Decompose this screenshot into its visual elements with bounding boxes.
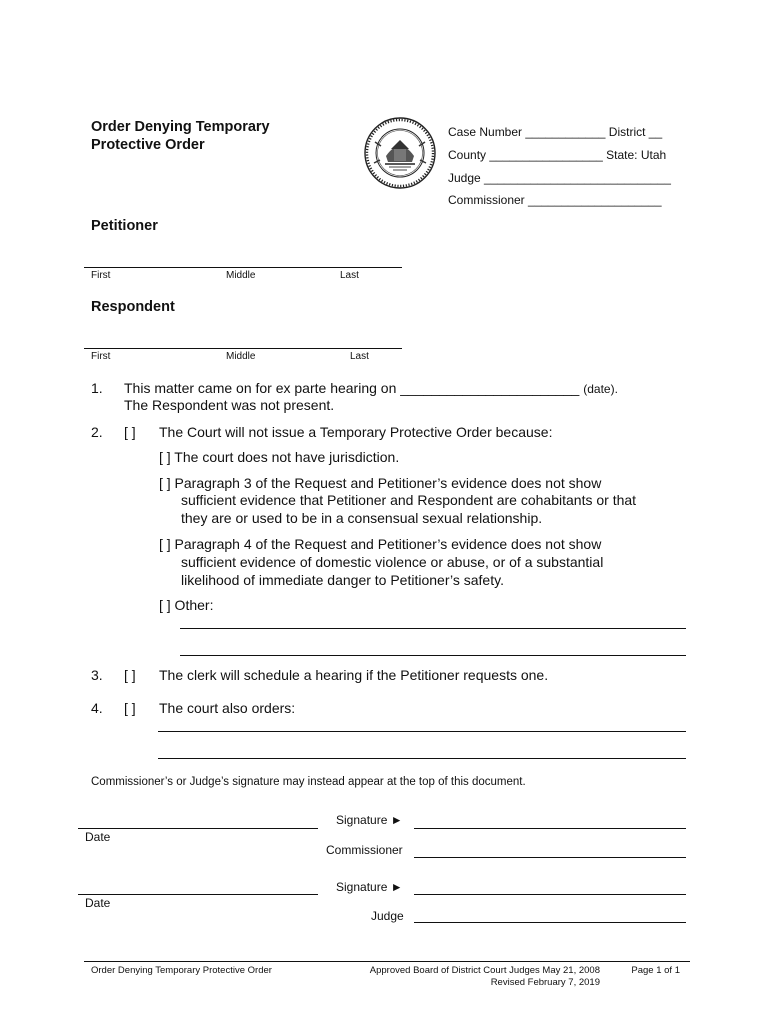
- item-2-number: 2.: [91, 424, 103, 440]
- other-orders-line-1[interactable]: [158, 731, 686, 732]
- other-reason-line-2[interactable]: [180, 655, 686, 656]
- footer-rule: [84, 961, 690, 962]
- item-1-line-2: The Respondent was not present.: [124, 397, 335, 413]
- page-title: [91, 118, 270, 154]
- footer-revised: Revised February 7, 2019: [490, 977, 600, 988]
- commissioner-signature-line[interactable]: [414, 828, 686, 829]
- reason-paragraph-3-line-2: sufficient evidence that Petitioner and Respondent are cohabitants or that: [181, 492, 637, 508]
- signature-label-2: Signature ►: [336, 880, 403, 894]
- petitioner-heading: Petitioner: [91, 218, 158, 234]
- commissioner-name-line[interactable]: [414, 857, 686, 858]
- reason-paragraph-4-line-2: sufficient evidence of domestic violence or abuse, or of a substantial: [181, 554, 604, 570]
- petitioner-first-label: First: [91, 270, 111, 281]
- respondent-heading: Respondent: [91, 299, 175, 315]
- signature-label-1: Signature ►: [336, 813, 403, 827]
- commissioner-label: Commissioner: [326, 843, 403, 857]
- item-1-date-label: (date).: [583, 382, 618, 396]
- footer-form-title: Order Denying Temporary Protective Order: [91, 965, 272, 976]
- item-2-text: The Court will not issue a Temporary Protective Order because:: [159, 424, 553, 440]
- reason-no-jurisdiction[interactable]: [ ] The court does not have jurisdiction.: [159, 449, 400, 465]
- title-line-2: Protective Order: [91, 137, 205, 153]
- item-1-hearing-text: This matter came on for ex parte hearing on _______________________: [124, 380, 580, 396]
- item-4-checkbox[interactable]: [ ]: [124, 700, 136, 716]
- item-3-number: 3.: [91, 667, 103, 683]
- footer-page-number: Page 1 of 1: [631, 965, 680, 976]
- petitioner-last-label: Last: [340, 270, 359, 281]
- item-2-checkbox[interactable]: [ ]: [124, 424, 136, 440]
- item-4-text: The court also orders:: [159, 700, 296, 716]
- respondent-first-label: First: [91, 351, 111, 362]
- item-4-number: 4.: [91, 700, 103, 716]
- title-line-1: Order Denying Temporary: [91, 119, 270, 135]
- respondent-middle-label: Middle: [226, 351, 256, 362]
- county-field[interactable]: County _________________ State: Utah: [448, 148, 667, 162]
- other-reason-line-1[interactable]: [180, 628, 686, 629]
- item-3-text: The clerk will schedule a hearing if the Petitioner requests one.: [159, 667, 549, 683]
- respondent-last-label: Last: [350, 351, 369, 362]
- reason-other[interactable]: [ ] Other:: [159, 597, 214, 613]
- commissioner-field[interactable]: Commissioner ____________________: [448, 193, 662, 207]
- judge-field[interactable]: Judge ____________________________: [448, 171, 671, 185]
- date-line-1[interactable]: [78, 828, 318, 829]
- date-line-2[interactable]: [78, 894, 318, 895]
- item-3-checkbox[interactable]: [ ]: [124, 667, 136, 683]
- judge-name-line[interactable]: [414, 922, 686, 923]
- reason-paragraph-3-line-3: they are or used to be in a consensual sexual relationship.: [181, 510, 543, 526]
- case-number-field[interactable]: Case Number ____________ District __: [448, 125, 663, 139]
- reason-paragraph-3[interactable]: [ ] Paragraph 3 of the Request and Petitioner’s evidence does not show: [159, 475, 602, 491]
- footer-approved: Approved Board of District Court Judges May 21, 2008: [369, 965, 600, 976]
- reason-paragraph-4-line-3: likelihood of immediate danger to Petitioner’s safety.: [181, 572, 504, 588]
- item-1-number: 1.: [91, 380, 103, 396]
- judge-label: Judge: [371, 909, 404, 923]
- respondent-name-line[interactable]: [84, 348, 402, 349]
- petitioner-name-line[interactable]: [84, 267, 402, 268]
- date-label-1: Date: [85, 830, 111, 844]
- judge-signature-line[interactable]: [414, 894, 686, 895]
- signature-note: Commissioner’s or Judge’s signature may instead appear at the top of this document.: [91, 776, 526, 788]
- date-label-2: Date: [85, 896, 111, 910]
- state-seal-icon: [363, 116, 437, 190]
- other-orders-line-2[interactable]: [158, 758, 686, 759]
- petitioner-middle-label: Middle: [226, 270, 256, 281]
- reason-paragraph-4[interactable]: [ ] Paragraph 4 of the Request and Petitioner’s evidence does not show: [159, 536, 602, 552]
